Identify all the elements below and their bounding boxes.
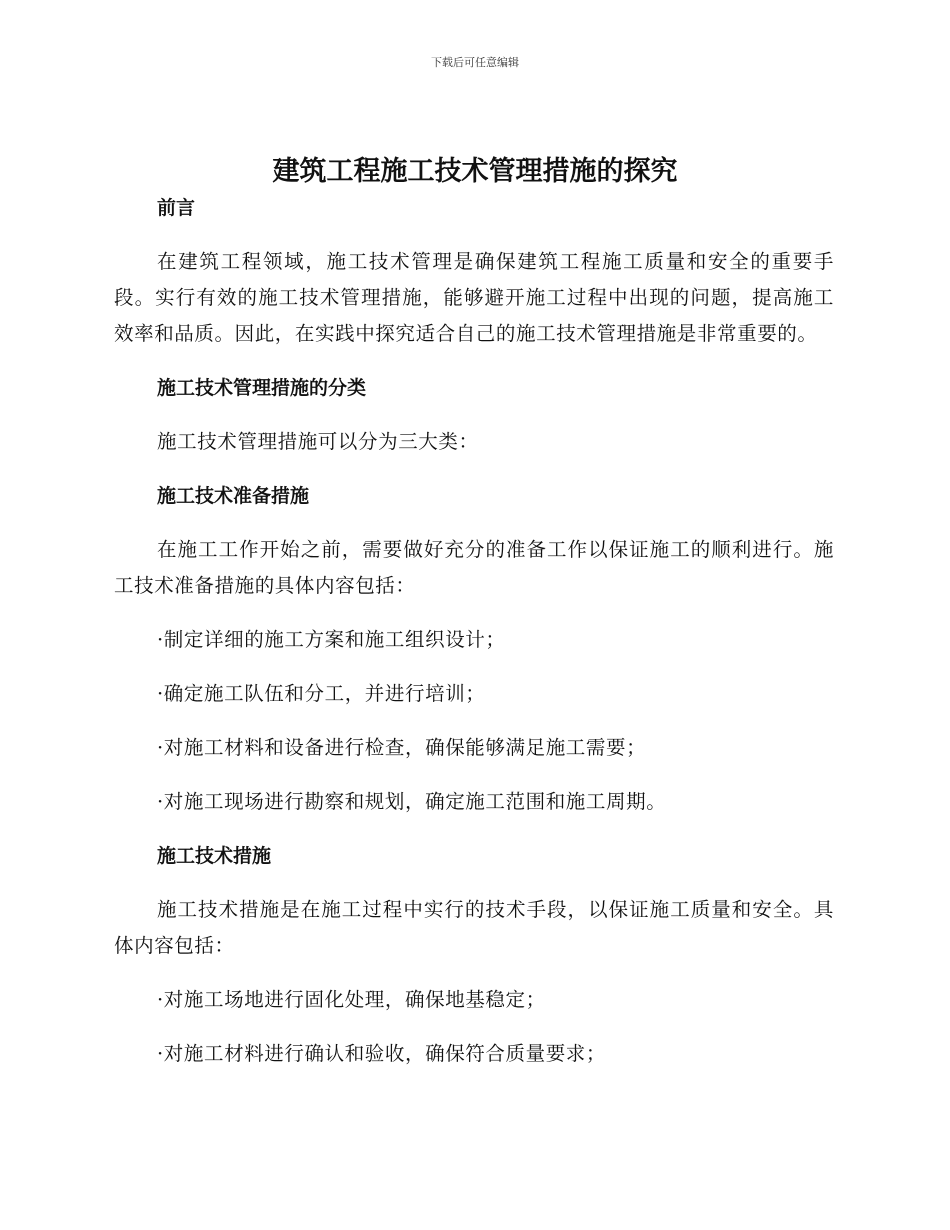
list-item: ·确定施工队伍和分工，并进行培训；	[157, 682, 486, 705]
page-header-note: 下载后可任意编辑	[431, 56, 519, 69]
section-heading-prep: 施工技术准备措施	[157, 485, 310, 507]
paragraph-prep: 在施工工作开始之前，需要做好充分的准备工作以保证施工的顺利进行。施工技术准备措施的具体内容包括：	[114, 538, 834, 597]
section-heading-preface: 前言	[157, 197, 196, 219]
document-title: 建筑工程施工技术管理措施的探究	[272, 156, 678, 187]
paragraph-tech: 施工技术措施是在施工过程中实行的技术手段，以保证施工质量和安全。具体内容包括：	[114, 898, 834, 957]
list-item: ·对施工材料进行确认和验收，确保符合质量要求；	[157, 1042, 606, 1065]
paragraph-classification: 施工技术管理措施可以分为三大类：	[157, 430, 479, 453]
document-body	[114, 190, 834, 1072]
list-item: ·对施工现场进行勘察和规划，确定施工范围和施工周期。	[157, 790, 667, 813]
section-heading-tech: 施工技术措施	[157, 845, 272, 867]
list-item: ·对施工材料和设备进行检查，确保能够满足施工需要；	[157, 736, 647, 759]
section-heading-classification: 施工技术管理措施的分类	[157, 377, 367, 399]
list-item: ·对施工场地进行固化处理，确保地基稳定；	[157, 988, 546, 1011]
list-item: ·制定详细的施工方案和施工组织设计；	[157, 628, 506, 651]
paragraph-preface: 在建筑工程领域，施工技术管理是确保建筑工程施工质量和安全的重要手段。实行有效的施工技术管理措施，能够避开施工过程中出现的问题，提高施工效率和品质。因此，在实践中探究适合自己的施工技术管理措施是非常重要的。	[114, 250, 834, 345]
